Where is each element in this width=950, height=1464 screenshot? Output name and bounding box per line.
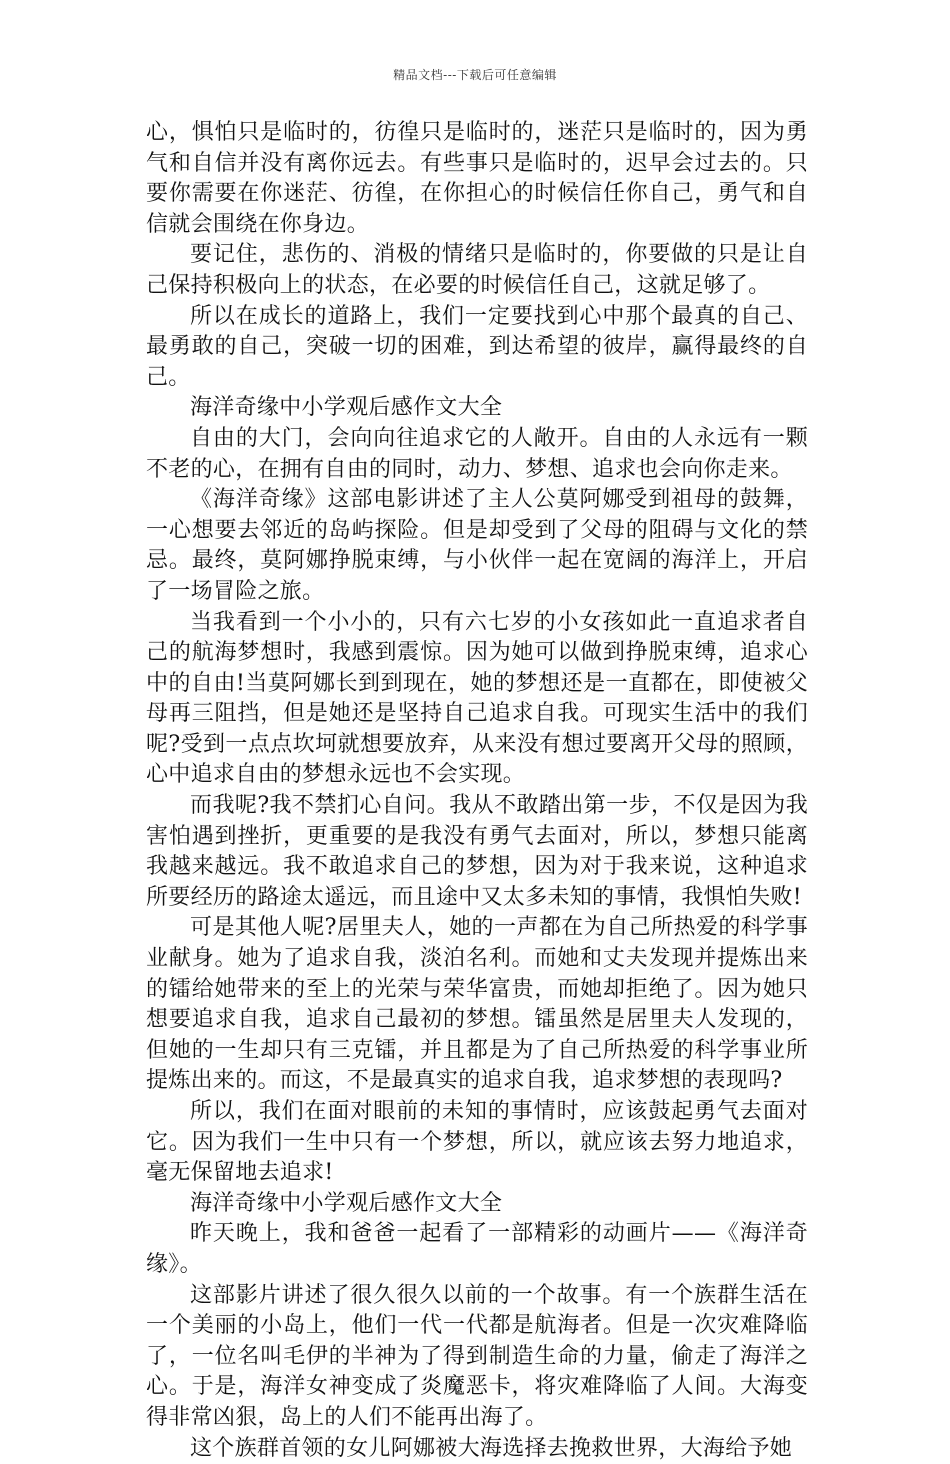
section-title: 海洋奇缘中小学观后感作文大全 xyxy=(190,1190,503,1216)
paragraph: 当我看到一个小小的，只有六七岁的小女孩如此一直追求者自己的航海梦想时，我感到震惊。因为她可以做到挣脱束缚，追求心中的自由!当莫阿娜长到到现在，她的梦想还是一直都在，即使被父母再三阻挡，但是她还是坚持自己追求自我。可现实生活中的我们呢?受到一点点坎坷就想要放弃，从来没有想过要离开父母的照顾，心中追求自由的梦想永远也不会实现。 xyxy=(146,609,808,788)
paragraph: 要记住，悲伤的、消极的情绪只是临时的，你要做的只是让自己保持积极向上的状态，在必要的时候信任自己，这就足够了。 xyxy=(146,242,808,298)
document-body xyxy=(146,118,808,1464)
paragraph: 而我呢?我不禁扪心自问。我从不敢踏出第一步，不仅是因为我害怕遇到挫折，更重要的是我没有勇气去面对，所以，梦想只能离我越来越远。我不敢追求自己的梦想，因为对于我来说，这种追求所要经历的路途太遥远，而且途中又太多未知的事情，我惧怕失败! xyxy=(146,793,808,910)
page-header: 精品文档---下载后可任意编辑 xyxy=(393,68,557,82)
paragraph: 这个族群首领的女儿阿娜被大海选择去挽救世界，大海给予她 xyxy=(190,1435,793,1461)
paragraph: 心，惧怕只是临时的，彷徨只是临时的，迷茫只是临时的，因为勇气和自信并没有离你远去。有些事只是临时的，迟早会过去的。只要你需要在你迷茫、彷徨，在你担心的时候信任你自己，勇气和自信就会围绕在你身边。 xyxy=(146,120,808,237)
paragraph: 《海洋奇缘》这部电影讲述了主人公莫阿娜受到祖母的鼓舞，一心想要去邻近的岛屿探险。但是却受到了父母的阻碍与文化的禁忌。最终，莫阿娜挣脱束缚，与小伙伴一起在宽阔的海洋上，开启了一场冒险之旅。 xyxy=(146,487,808,604)
paragraph: 自由的大门，会向向往追求它的人敞开。自由的人永远有一颗不老的心，在拥有自由的同时，动力、梦想、追求也会向你走来。 xyxy=(146,425,808,482)
section-title: 海洋奇缘中小学观后感作文大全 xyxy=(190,395,503,421)
paragraph: 所以，我们在面对眼前的未知的事情时，应该鼓起勇气去面对它。因为我们一生中只有一个梦想，所以，就应该去努力地追求，毫无保留地去追求! xyxy=(146,1099,808,1186)
paragraph: 可是其他人呢?居里夫人，她的一声都在为自己所热爱的科学事业献身。她为了追求自我，淡泊名利。而她和丈夫发现并提炼出来的镭给她带来的至上的光荣与荣华富贵，而她却拒绝了。因为她只想要追求自我，追求自己最初的梦想。镭虽然是居里夫人发现的，但她的一生却只有三克镭，并且都是为了自己所热爱的科学事业所提炼出来的。而这，不是最真实的追求自我，追求梦想的表现吗? xyxy=(146,915,808,1094)
paragraph: 昨天晚上，我和爸爸一起看了一部精彩的动画片——《海洋奇缘》。 xyxy=(146,1221,808,1277)
paragraph: 这部影片讲述了很久很久以前的一个故事。有一个族群生活在一个美丽的小岛上，他们一代一代都是航海者。但是一次灾难降临了，一位名叫毛伊的半神为了得到制造生命的力量，偷走了海洋之心。于是，海洋女神变成了炎魔恶卡，将灾难降临了人间。大海变得非常凶狠，岛上的人们不能再出海了。 xyxy=(146,1282,808,1430)
paragraph: 所以在成长的道路上，我们一定要找到心中那个最真的自己、最勇敢的自己，突破一切的困难，到达希望的彼岸，赢得最终的自己。 xyxy=(146,303,808,390)
